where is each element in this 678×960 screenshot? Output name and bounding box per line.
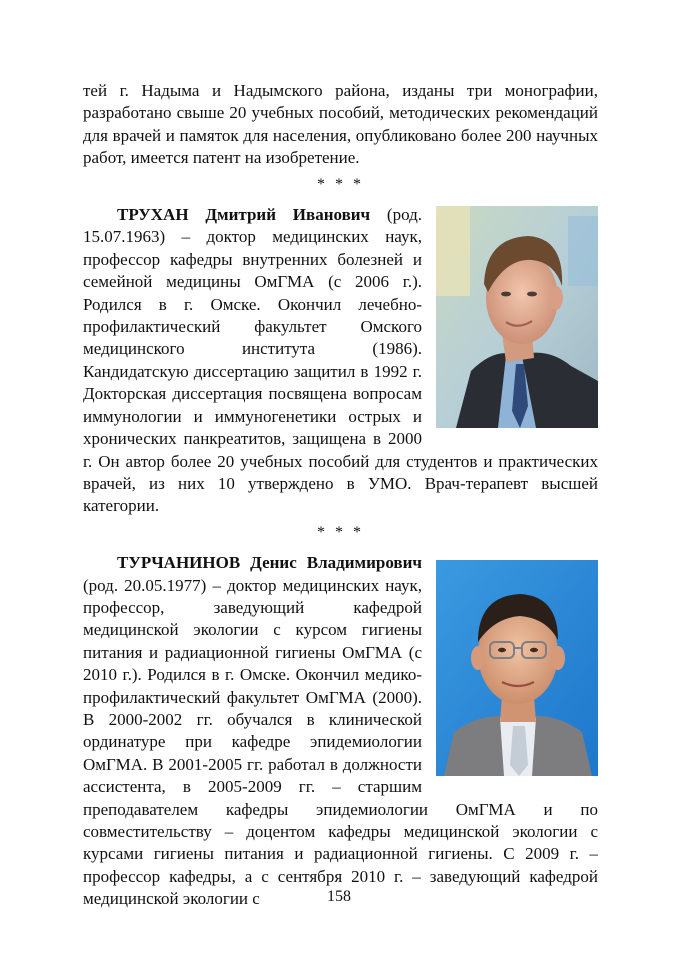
bio-trukhan-name: ТРУХАН Дмитрий Иванович: [117, 205, 371, 225]
portrait-photo-trukhan: [436, 206, 598, 428]
bio-turchaninov-name: ТУРЧАНИНОВ Денис Владимирович: [117, 553, 422, 573]
bio-trukhan-text: (род. 15.07.1963) – доктор медицинских наук, профессор кафедры внутренних болезней и семейной медицины ОмГМА (с 2006 г.). Родился в г. Омске. Окончил лечебно-профилактический факультет Омского медицинского института (1986). Кандидатскую диссертацию защитил в 1992 г. Докторская диссертация посвящена вопросам иммунологии и иммуногенетики острых и хронических панкреатитов, защищена в 2000 г. Он автор более 20 учебных пособий для студентов и практических врачей, из них 10 утверждено в УМО. Врач-терапевт высшей категории.: [83, 205, 598, 516]
separator-1: * * *: [317, 175, 364, 193]
bio-turchaninov-text: (род. 20.05.1977) – доктор медицинских наук, профессор, заведующий кафедрой медицинской экологии с курсом гигиены питания и радиационной гигиены ОмГМА (с 2010 г.). Родился в г. Омске. Окончил медико-профилактический факультет ОмГМА (2000). В 2000-2002 гг. обучался в клинической ординатуре при кафедре эпидемиологии ОмГМА. В 2001-2005 гг. работал в должности ассистента, в 2005-2009 гг. – старшим преподавателем кафедры эпидемиологии ОмГМА и по совместительству – доцентом кафедры медицинской экологии с курсами гигиены питания и радиационной гигиены. С 2009 г. – профессор кафедры, а с сентября 2010 г. – заведующий кафедрой медицинской экологии с: [83, 575, 598, 909]
portrait-trukhan-image: [436, 206, 598, 428]
page-body: [83, 80, 598, 911]
separator-2: * * *: [317, 523, 364, 541]
intro-paragraph: тей г. Надыма и Надымского района, изданы три монографии, разработано свыше 20 учебных пособий, методических рекомендаций для врачей и памяток для населения, опубликовано более 200 научных работ, имеется патент на изобретение.: [83, 81, 598, 168]
portrait-turchaninov-image: [436, 560, 598, 776]
portrait-photo-turchaninov: [436, 560, 598, 776]
page-number: 158: [327, 888, 351, 905]
